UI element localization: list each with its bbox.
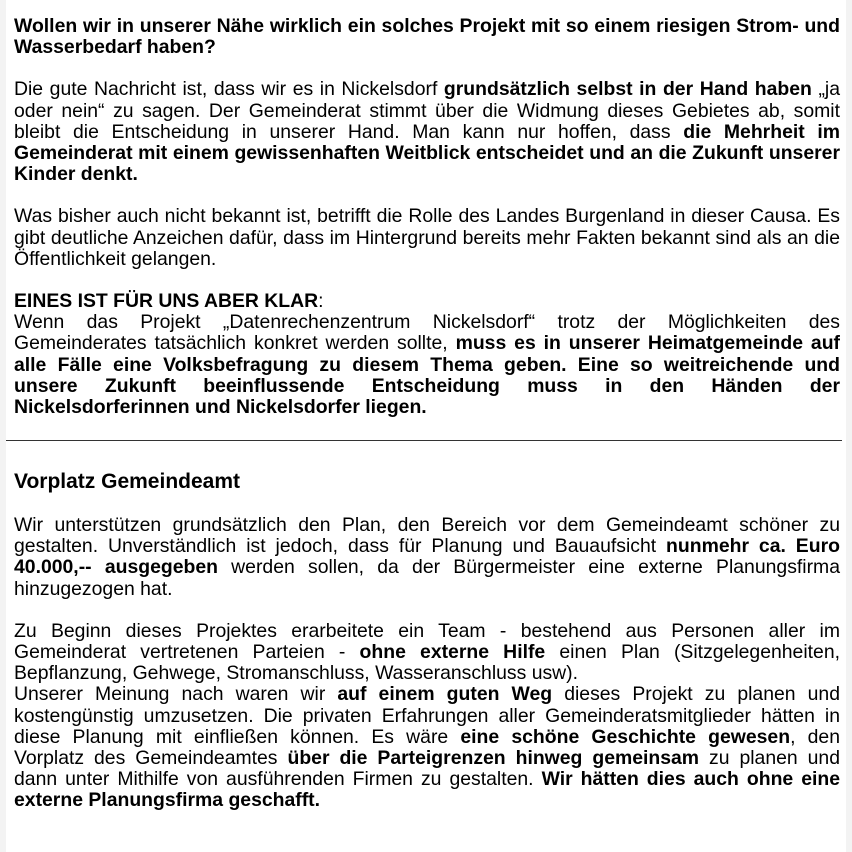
paragraph-team-plan: Zu Beginn dieses Projektes erarbeitete ein Team - bestehend aus Personen aller im Gemeinderat vertretenen Parteien - ohne externe Hilfe einen Plan (Sitzgelegenheiten, Bepflanzung, Gehwege, Stromanschluss, Wasseranschluss usw). xyxy=(14,619,840,685)
section-title: Vorplatz Gemeindeamt xyxy=(14,470,240,493)
paragraph-burgenland: Was bisher auch nicht bekannt ist, betrifft die Rolle des Landes Burgenland in dieser Causa. Es gibt deutliche Anzeichen dafür, dass im Hintergrund bereits mehr Fakten bekannt sind als an die Öffentlichkeit gelangen. xyxy=(14,205,840,270)
section-divider xyxy=(6,440,842,441)
paragraph-our-opinion: Unserer Meinung nach waren wir auf einem guten Weg dieses Projekt zu planen und kostengünstig umzusetzen. Die privaten Erfahrungen aller Gemeinderatsmitglieder hätten in diese Planung mit einfließen können. Es wäre eine schöne Geschichte gewesen, den Vorplatz des Gemeindeamtes über die Parteigrenzen hinweg gemeinsam zu planen und dann unter Mithilfe von ausführenden Firmen zu gestalten. Wir hätten dies auch ohne eine externe Planungsfirma geschafft. xyxy=(14,683,841,812)
section-vorplatz xyxy=(14,469,840,812)
page-edge-left xyxy=(0,0,6,852)
section-data-center xyxy=(14,16,840,418)
paragraph-good-news: Die gute Nachricht ist, dass wir es in Nickelsdorf grundsätzlich selbst in der Hand haben „ja oder nein“ zu sagen. Der Gemeinderat stimmt über die Widmung dieses Gebietes ab, somit bleibt die Entscheidung in unserer Hand. Man kann nur hoffen, dass die Mehrheit im Gemeinderat mit einem gewissenhaften Weitblick entscheidet und an die Zukunft unserer Kinder denkt. xyxy=(14,78,841,186)
section-question-heading: Wollen wir in unserer Nähe wirklich ein solches Projekt mit so einem riesigen Strom- und Wasserbedarf haben? xyxy=(14,15,840,59)
paragraph-volksbefragung: EINES IST FÜR UNS ABER KLAR: Wenn das Projekt „Datenrechenzentrum Nickelsdorf“ trotz der Möglichkeiten des Gemeinderates tatsächlich konkret werden sollte, muss es in unserer Heimatgemeinde auf alle Fälle eine Volksbefragung zu diesem Thema geben. Eine so weitreichende und unsere Zukunft beeinflussende Entscheidung muss in den Händen der Nickelsdorferinnen und Nickelsdorfer liegen. xyxy=(14,290,840,419)
paragraph-plan-costs: Wir unterstützen grundsätzlich den Plan, den Bereich vor dem Gemeindeamt schöner zu gestalten. Unverständlich ist jedoch, dass für Planung und Bauaufsicht nunmehr ca. Euro 40.000,-- ausgegeben werden sollen, da der Bürgermeister eine externe Planungsfirma hinzugezogen hat. xyxy=(14,514,840,600)
page-edge-right xyxy=(846,0,852,852)
